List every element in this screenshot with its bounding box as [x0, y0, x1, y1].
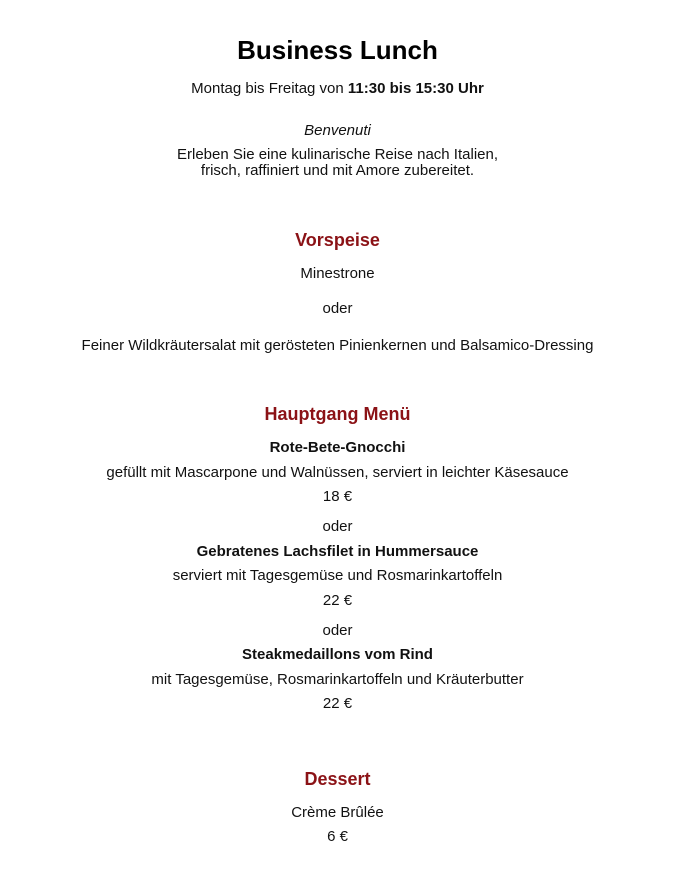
intro-text — [0, 147, 675, 179]
section-title-dessert: Dessert — [304, 769, 371, 789]
dessert-name: Crème Brûlée — [291, 804, 384, 821]
hours-time: 11:30 bis 15:30 Uhr — [347, 80, 484, 97]
starter-separator: oder — [322, 300, 353, 317]
greeting: Benvenuti — [304, 122, 371, 139]
main-dish-3-description: mit Tagesgemüse, Rosmarinkartoffeln und Kräuterbutter — [151, 671, 524, 688]
main-dish-2-name: Gebratenes Lachsfilet in Hummersauce — [196, 543, 479, 560]
main-separator-2: oder — [322, 622, 353, 639]
starter-option-1: Minestrone — [300, 265, 375, 282]
main-separator-1: oder — [322, 518, 353, 535]
main-dish-1-description: gefüllt mit Mascarpone und Walnüssen, serviert in leichter Käsesauce — [106, 464, 569, 481]
main-dish-3-name: Steakmedaillons vom Rind — [242, 646, 433, 663]
main-dish-1-name: Rote-Bete-Gnocchi — [269, 439, 406, 456]
hours-prefix: Montag bis Freitag von — [191, 80, 348, 97]
dessert-price: 6 € — [327, 828, 348, 845]
starter-option-2: Feiner Wildkräutersalat mit gerösteten Pinienkernen und Balsamico-Dressing — [81, 337, 594, 354]
intro-line-1: Erleben Sie eine kulinarische Reise nach Italien, — [176, 146, 499, 163]
main-dish-1-price: 18 € — [322, 488, 353, 505]
section-title-starter: Vorspeise — [295, 230, 380, 250]
page-title: Business Lunch — [237, 35, 438, 65]
main-dish-2-price: 22 € — [322, 592, 353, 609]
opening-hours — [0, 80, 675, 98]
main-dish-3-price: 22 € — [322, 695, 353, 712]
intro-line-2: frisch, raffiniert und mit Amore zubereitet. — [200, 162, 475, 179]
main-dish-2-description: serviert mit Tagesgemüse und Rosmarinkartoffeln — [172, 567, 503, 584]
section-title-main: Hauptgang Menü — [264, 404, 411, 424]
